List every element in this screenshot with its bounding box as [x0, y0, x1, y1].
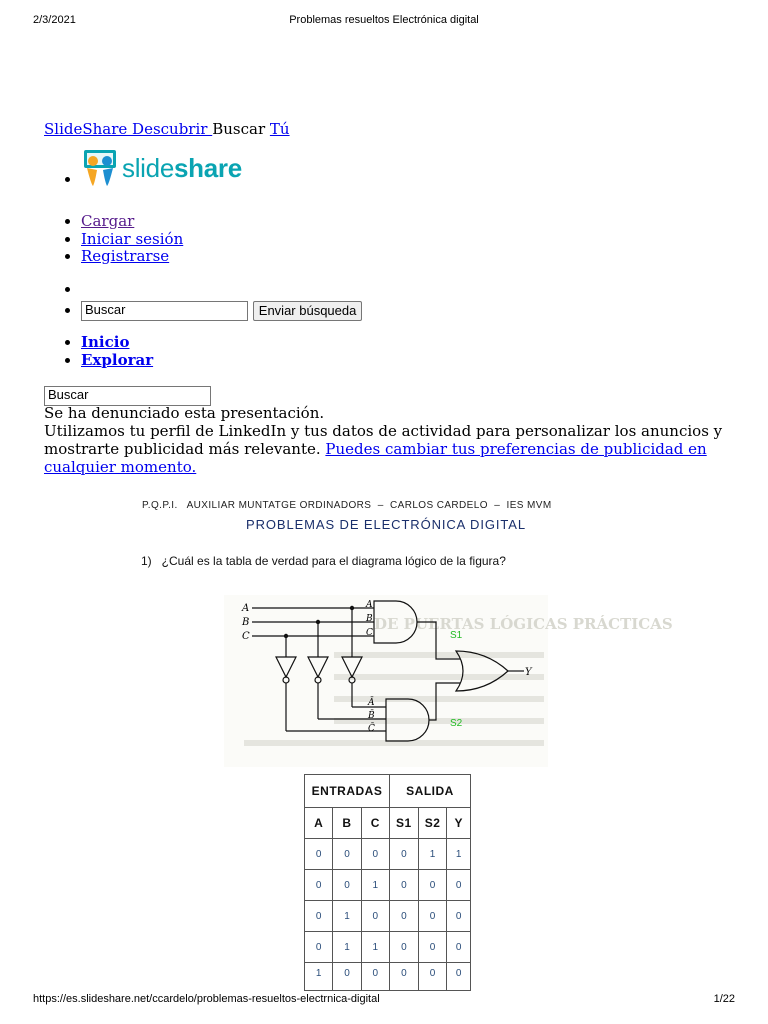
column-header: S2	[418, 808, 447, 839]
gate2-pin-c: C̄	[368, 724, 375, 734]
table-cell: 0	[447, 932, 471, 963]
print-date: 2/3/2021	[33, 14, 76, 26]
table-cell: 0	[418, 963, 447, 991]
truth-table	[304, 774, 471, 991]
table-cell: 1	[361, 932, 389, 963]
logo-word-share: share	[173, 152, 242, 183]
table-cell: 1	[361, 870, 389, 901]
table-row	[305, 901, 471, 932]
column-header: B	[333, 808, 361, 839]
upload-link[interactable]: Cargar	[81, 212, 135, 230]
table-cell: 0	[305, 932, 333, 963]
table-cell: 0	[333, 839, 361, 870]
gate1-pin-a: A	[366, 600, 373, 610]
table-row	[305, 963, 471, 991]
table-cell: 0	[447, 901, 471, 932]
slideshare-discover-link[interactable]: SlideShare Descubrir	[44, 120, 213, 138]
logo-word-slide: slide	[122, 152, 174, 183]
table-cell: 0	[418, 901, 447, 932]
column-header: Y	[447, 808, 471, 839]
submit-search-button[interactable]: Enviar búsqueda	[253, 301, 363, 321]
search-text: Buscar	[212, 120, 270, 138]
table-cell: 0	[390, 870, 419, 901]
gate1-pin-b: B	[366, 614, 373, 624]
input-label-c: C	[242, 631, 250, 642]
search-input[interactable]: Buscar	[81, 301, 248, 321]
login-link[interactable]: Iniciar sesión	[81, 229, 184, 248]
s2-label: S2	[450, 718, 463, 729]
gate2-pin-b: B̄	[368, 711, 375, 721]
table-cell: 0	[361, 963, 389, 991]
table-cell: 0	[361, 901, 389, 932]
gate1-pin-c: C	[366, 628, 373, 638]
input-label-a: A	[242, 603, 250, 614]
main-nav	[44, 334, 153, 369]
slideshare-logo-icon	[81, 148, 119, 188]
table-cell: 0	[390, 901, 419, 932]
account-menu	[44, 213, 183, 266]
table-cell: 0	[305, 870, 333, 901]
nav-item-explore	[81, 352, 153, 370]
you-link[interactable]: Tú	[269, 120, 290, 138]
table-cell: 0	[390, 839, 419, 870]
top-nav	[44, 120, 290, 138]
table-group-header-row	[305, 775, 471, 808]
table-row	[305, 932, 471, 963]
table-header-row	[305, 808, 471, 839]
print-page-number: 1/22	[713, 993, 735, 1005]
logo-item	[81, 148, 242, 188]
print-url: https://es.slideshare.net/ccardelo/problemas-resueltos-electrnica-digital	[33, 993, 380, 1005]
register-link[interactable]: Registrarse	[81, 247, 170, 265]
group-header-inputs: ENTRADAS	[305, 775, 390, 808]
table-row	[305, 839, 471, 870]
table-cell: 0	[447, 870, 471, 901]
column-header: A	[305, 808, 333, 839]
table-cell: 1	[447, 839, 471, 870]
slideshare-logo[interactable]	[81, 148, 242, 188]
column-header: C	[361, 808, 389, 839]
table-cell: 0	[305, 901, 333, 932]
reported-notice: Se ha denunciado esta presentación.	[44, 404, 325, 422]
table-cell: 0	[390, 963, 419, 991]
table-cell: 0	[390, 932, 419, 963]
search-input-2[interactable]: Buscar	[44, 386, 211, 406]
document-page	[0, 490, 768, 990]
table-cell: 1	[333, 901, 361, 932]
table-cell: 1	[418, 839, 447, 870]
ads-notice	[44, 422, 734, 476]
column-header: S1	[390, 808, 419, 839]
gate2-pin-a: Ā	[368, 698, 375, 708]
table-cell: 1	[305, 963, 333, 991]
group-header-output: SALIDA	[390, 775, 471, 808]
ad-preferences-link[interactable]: Puedes cambiar tus preferencias de publicidad en cualquier momento.	[44, 440, 707, 476]
search-item	[81, 301, 362, 321]
table-cell: 0	[333, 870, 361, 901]
logic-diagram	[224, 595, 673, 767]
diagram-bg-text: DE PUERTAS LÓGICAS PRÁCTICAS	[374, 615, 673, 633]
table-cell: 0	[333, 963, 361, 991]
print-title: Problemas resueltos Electrónica digital	[289, 14, 479, 26]
table-row	[305, 870, 471, 901]
table-cell: 0	[418, 932, 447, 963]
output-label-y: Y	[525, 667, 532, 678]
menu-item-upload	[81, 213, 183, 231]
document-title: PROBLEMAS DE ELECTRÓNICA DIGITAL	[246, 517, 526, 532]
table-cell: 1	[333, 932, 361, 963]
course-line: P.Q.P.I. AUXILIAR MUNTATGE ORDINADORS – CARLOS CARDELO – IES MVM	[142, 500, 552, 511]
nav-item-home	[81, 334, 153, 352]
table-cell: 0	[447, 963, 471, 991]
menu-item-register	[81, 248, 183, 266]
table-cell: 0	[305, 839, 333, 870]
s1-label: S1	[450, 630, 463, 641]
menu-item-login	[81, 231, 183, 249]
empty-item	[81, 281, 362, 299]
search-box-2-wrap	[44, 385, 211, 406]
explore-link[interactable]: Explorar	[81, 350, 154, 369]
home-link[interactable]: Inicio	[81, 333, 130, 351]
search-list	[44, 281, 362, 321]
question-1: 1) ¿Cuál es la tabla de verdad para el diagrama lógico de la figura?	[141, 554, 506, 568]
input-label-b: B	[242, 617, 250, 628]
table-cell: 0	[361, 839, 389, 870]
logo-list	[44, 148, 242, 188]
table-cell: 0	[418, 870, 447, 901]
ads-notice-text: Utilizamos tu perfil de LinkedIn y tus datos de actividad para personalizar los anuncios y mostrarte publicidad más relevante.	[44, 422, 723, 458]
